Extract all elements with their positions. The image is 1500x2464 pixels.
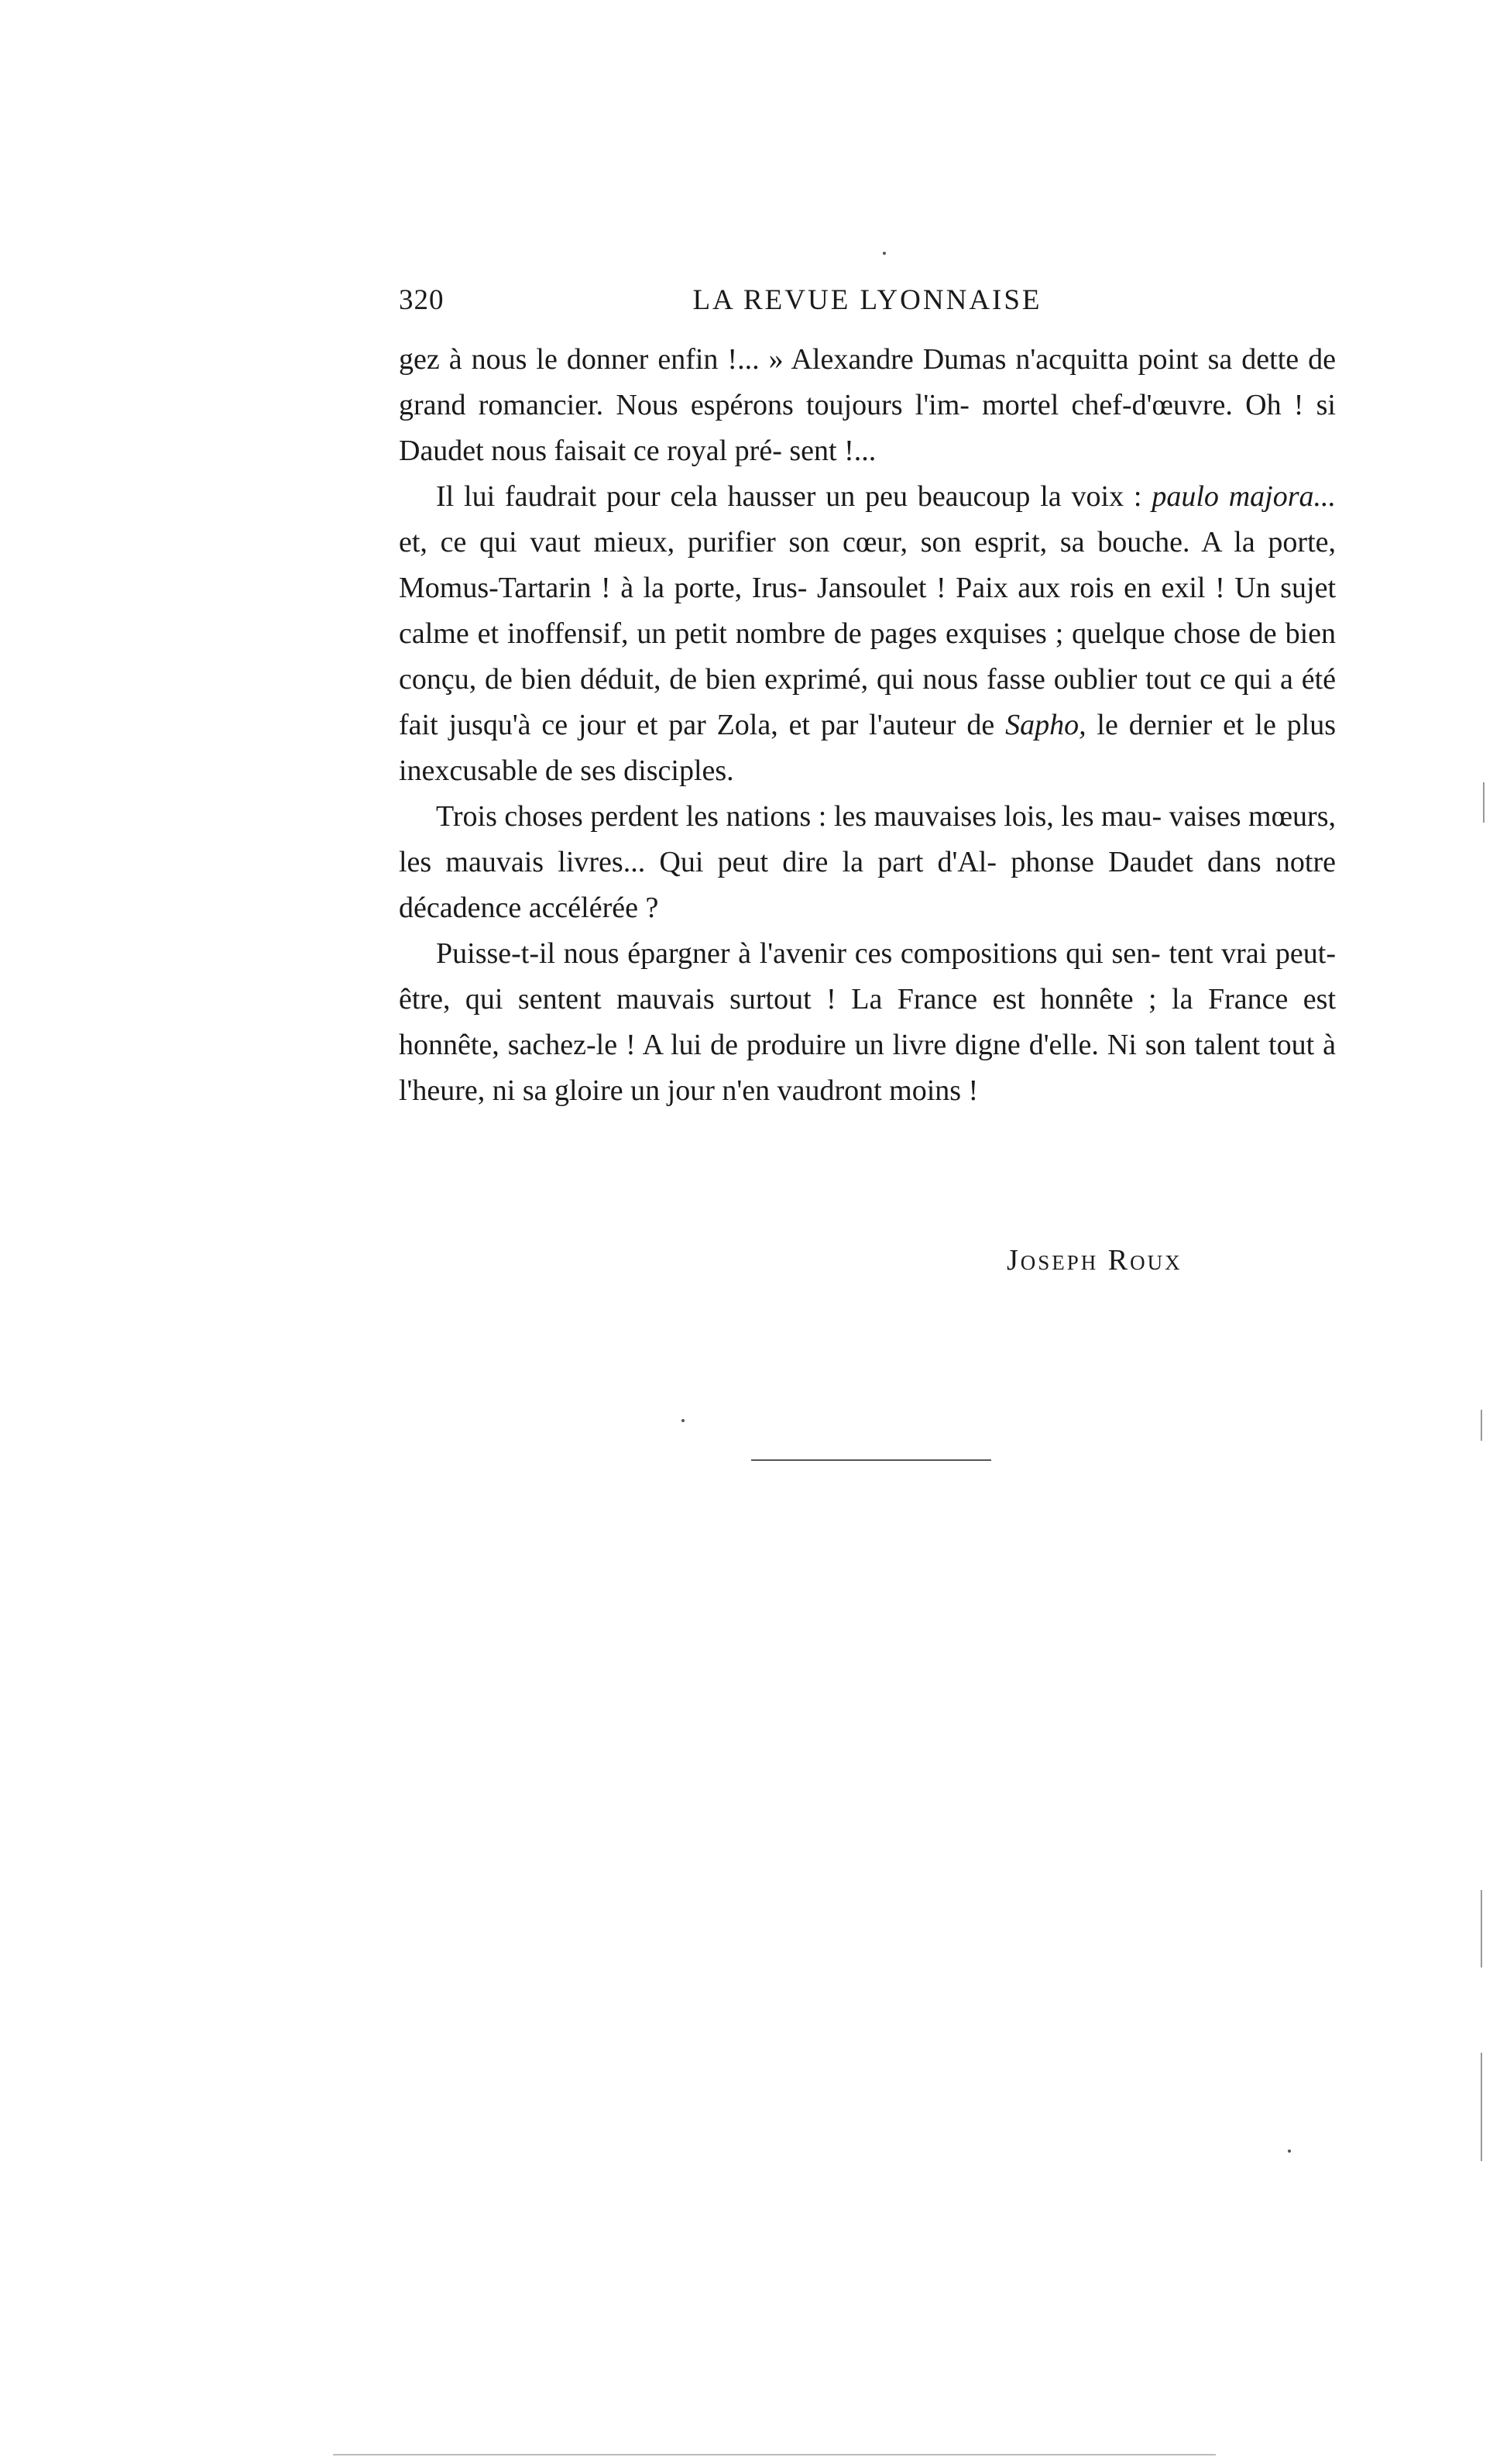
running-head bbox=[399, 284, 1336, 322]
author-signature: Joseph Roux bbox=[1007, 1244, 1182, 1277]
page-number: 320 bbox=[399, 284, 445, 316]
paragraph-4: Puisse-t-il nous épargner à l'avenir ces compositions qui sen- tent vrai peut-être, qui sentent mauvais surtout ! La France est honnête ; la France est honnête, sachez-le ! A lui de produire un livre digne d'elle. Ni son talent tout à l'heure, ni sa gloire un jour n'en vaudront moins ! bbox=[399, 937, 1337, 1107]
speck bbox=[883, 252, 886, 255]
margin-mark bbox=[1481, 2053, 1482, 2161]
article-body bbox=[399, 337, 1336, 1114]
latin-quote: paulo majora... bbox=[1152, 480, 1336, 513]
speck bbox=[681, 1419, 685, 1422]
margin-mark bbox=[1481, 1890, 1482, 1967]
margin-mark bbox=[1481, 1410, 1482, 1441]
paragraph-1: gez à nous le donner enfin !... » Alexandre Dumas n'acquitta point sa dette de grand romancier. Nous espérons toujours l'im- mortel chef-d'œuvre. Oh ! si Daudet nous faisait ce royal pré- sent !... bbox=[399, 343, 1337, 467]
section-divider bbox=[751, 1459, 991, 1461]
speck bbox=[1288, 2150, 1291, 2153]
page-edge bbox=[333, 2454, 1216, 2455]
paragraph-2: Il lui faudrait pour cela hausser un peu beaucoup la voix : paulo majora... et, ce qui vaut mieux, purifier son cœur, son esprit, sa bouche. A la porte, Momus-Tartarin ! à la porte, Irus- Jansoulet ! Paix aux rois en exil ! Un sujet calme et inoffensif, un petit nombre de pages exquises ; quelque chose de bien conçu, de bien déduit, de bien exprimé, qui nous fasse oublier tout ce qui a été fait jusqu'à ce jour et par Zola, et par l'auteur de Sapho, le dernier et le plus inexcusable de ses disciples. bbox=[399, 480, 1337, 787]
paragraph-3: Trois choses perdent les nations : les mauvaises lois, les mau- vaises mœurs, les mauvais livres... Qui peut dire la part d'Al- phonse Daudet dans notre décadence accélérée ? bbox=[399, 800, 1337, 924]
journal-title: LA REVUE LYONNAISE bbox=[692, 284, 1042, 316]
margin-mark bbox=[1483, 782, 1485, 823]
book-title-sapho: Sapho, bbox=[1005, 709, 1086, 741]
